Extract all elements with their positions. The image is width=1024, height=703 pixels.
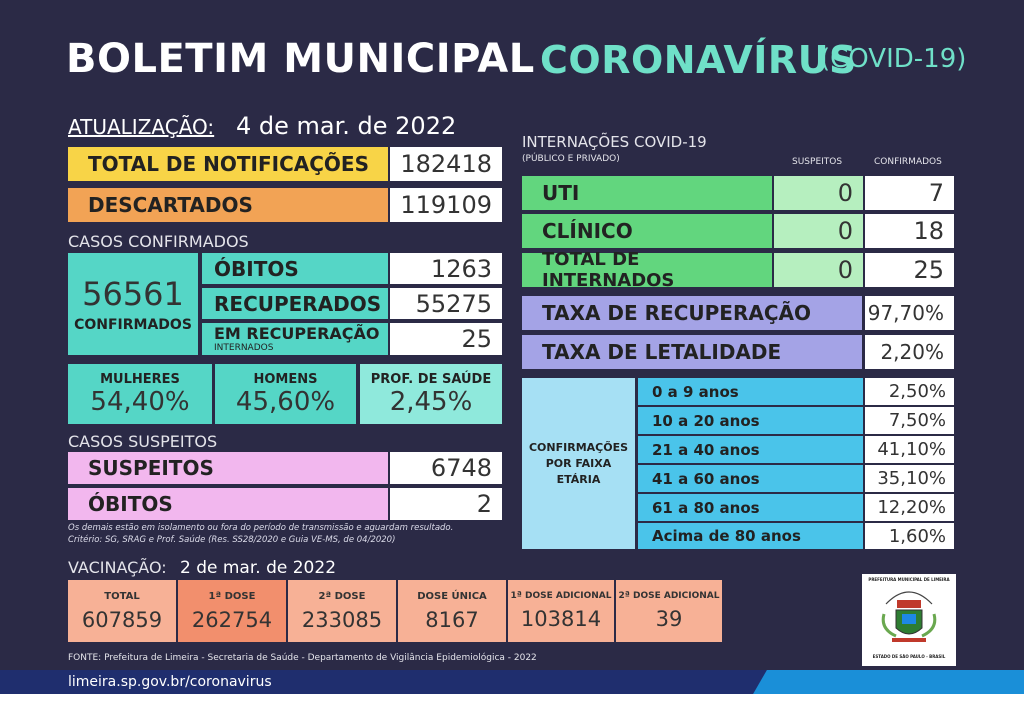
vac-additional2: [616, 580, 722, 642]
men-value: 45,60%: [235, 386, 336, 417]
confirmed-total: 56561: [82, 275, 184, 313]
suspects-note-1: Os demais estão em isolamento ou fora do período de transmissão e aguardam resultado.: [68, 523, 454, 533]
city-seal: [862, 574, 956, 666]
vac-total: [68, 580, 176, 642]
age-row-5-value: 1,60%: [865, 523, 954, 549]
age-row-3-value: 35,10%: [865, 465, 954, 492]
recovering-sub: INTERNADOS: [214, 343, 274, 353]
update-date: 4 de mar. de 2022: [236, 112, 457, 140]
clinic-suspects: 0: [774, 214, 863, 248]
men-box: [215, 364, 356, 424]
age-row-5-label: Acima de 80 anos: [638, 523, 863, 549]
age-row-1-label: 10 a 20 anos: [638, 407, 863, 434]
recovering-value: 25: [390, 323, 502, 355]
total-hosp-confirmed: 25: [865, 253, 954, 287]
lethality-rate-value: 2,20%: [865, 335, 954, 369]
clinic-confirmed: 18: [865, 214, 954, 248]
vac-additional1-label: 1ª DOSE ADICIONAL: [510, 591, 612, 601]
vac-dose2-value: 233085: [301, 607, 383, 632]
source-text: FONTE: Prefeitura de Limeira - Secretaria de Saúde - Departamento de Vigilância Epidemiológica - 2022: [68, 653, 537, 663]
coat-of-arms-icon: [862, 574, 956, 666]
confirmed-section: CASOS CONFIRMADOS: [68, 232, 249, 251]
vac-additional1-value: 103814: [520, 607, 602, 631]
health-prof-value: 2,45%: [389, 386, 473, 417]
seal-bottom-text: ESTADO DE SÃO PAULO - BRASIL: [872, 654, 946, 659]
age-box-label: [522, 378, 635, 549]
discarded-value: 119109: [390, 188, 502, 222]
recovered-label: RECUPERADOS: [202, 288, 388, 319]
suspect-deaths-label: ÓBITOS: [68, 488, 388, 520]
vac-dose1-label: 1ª DOSE: [208, 590, 256, 602]
vac-dose2: [288, 580, 396, 642]
women-box: [68, 364, 212, 424]
suspects-note-2: Critério: SG, SRAG e Prof. Saúde (Res. SS28/2020 e Guia VE-MS, de 04/2020): [68, 535, 396, 545]
recovery-rate-value: 97,70%: [865, 296, 954, 330]
recovering-label: EM RECUPERAÇÃO: [214, 324, 380, 343]
recovered-value: 55275: [390, 288, 502, 319]
uti-confirmed: 7: [865, 176, 954, 210]
col-suspects: SUSPEITOS: [792, 157, 843, 167]
suspects-label: SUSPEITOS: [68, 452, 388, 484]
deaths-value: 1263: [390, 253, 502, 284]
confirmed-total-label: CONFIRMADOS: [74, 317, 192, 333]
clinic-label: CLÍNICO: [522, 214, 772, 248]
vac-additional1: [508, 580, 614, 642]
footer-accent: [753, 670, 1024, 694]
seal-top-text: PREFEITURA MUNICIPAL DE LIMEIRA: [868, 577, 950, 582]
vac-total-label: TOTAL: [104, 590, 140, 602]
total-hosp-label: TOTAL DE INTERNADOS: [522, 253, 772, 287]
update-label: ATUALIZAÇÃO:: [68, 115, 215, 139]
age-row-4-value: 12,20%: [865, 494, 954, 521]
health-prof-box: [360, 364, 502, 424]
age-label-line-2: POR FAIXA: [545, 457, 612, 470]
vaccination-label: VACINAÇÃO:: [68, 558, 167, 577]
vac-dose2-label: 2ª DOSE: [318, 590, 366, 602]
notifications-label: TOTAL DE NOTIFICAÇÕES: [68, 147, 388, 181]
age-row-3-label: 41 a 60 anos: [638, 465, 863, 492]
title-covid19: (COVID-19): [820, 44, 967, 74]
notifications-value: 182418: [390, 147, 502, 181]
age-row-2-value: 41,10%: [865, 436, 954, 463]
vac-dose1: [178, 580, 286, 642]
women-value: 54,40%: [90, 386, 190, 417]
age-label-line-1: CONFIRMAÇÕES: [528, 441, 629, 454]
hospital-subtitle: (PÚBLICO E PRIVADO): [522, 154, 620, 164]
age-row-0-label: 0 a 9 anos: [638, 378, 863, 405]
suspect-deaths-value: 2: [390, 488, 502, 520]
age-row-2-label: 21 a 40 anos: [638, 436, 863, 463]
vac-single-value: 8167: [425, 607, 479, 632]
men-label: HOMENS: [253, 371, 318, 387]
vac-additional2-label: 2ª DOSE ADICIONAL: [618, 591, 720, 601]
footer-bar: [0, 670, 1024, 694]
age-label-line-3: ETÁRIA: [556, 473, 601, 486]
confirmed-total-box: [68, 253, 198, 355]
vac-single-label: DOSE ÚNICA: [417, 590, 487, 602]
women-label: MULHERES: [100, 371, 180, 387]
vac-total-value: 607859: [81, 607, 163, 632]
footer-url[interactable]: limeira.sp.gov.br/coronavirus: [68, 674, 272, 690]
age-row-0-value: 2,50%: [865, 378, 954, 405]
deaths-label: ÓBITOS: [202, 253, 388, 284]
vaccination-date: 2 de mar. de 2022: [180, 558, 337, 578]
total-hosp-suspects: 0: [774, 253, 863, 287]
discarded-label: DESCARTADOS: [68, 188, 388, 222]
title-boletim: BOLETIM MUNICIPAL: [66, 36, 535, 82]
recovery-rate-label: TAXA DE RECUPERAÇÃO: [522, 296, 862, 330]
suspects-value: 6748: [390, 452, 502, 484]
lethality-rate-label: TAXA DE LETALIDADE: [522, 335, 862, 369]
vac-additional2-value: 39: [655, 607, 683, 631]
recovering-box: [202, 323, 388, 355]
health-prof-label: PROF. DE SAÚDE: [370, 371, 492, 387]
title-coronavirus: CORONAVÍRUS: [540, 38, 857, 82]
age-row-1-value: 7,50%: [865, 407, 954, 434]
uti-suspects: 0: [774, 176, 863, 210]
uti-label: UTI: [522, 176, 772, 210]
vac-dose1-value: 262754: [191, 607, 273, 632]
suspects-section: CASOS SUSPEITOS: [68, 432, 218, 451]
hospital-title: INTERNAÇÕES COVID-19: [522, 133, 707, 151]
vac-single: [398, 580, 506, 642]
age-row-4-label: 61 a 80 anos: [638, 494, 863, 521]
col-confirmed: CONFIRMADOS: [874, 157, 942, 167]
footer-stripe: [0, 694, 1024, 703]
